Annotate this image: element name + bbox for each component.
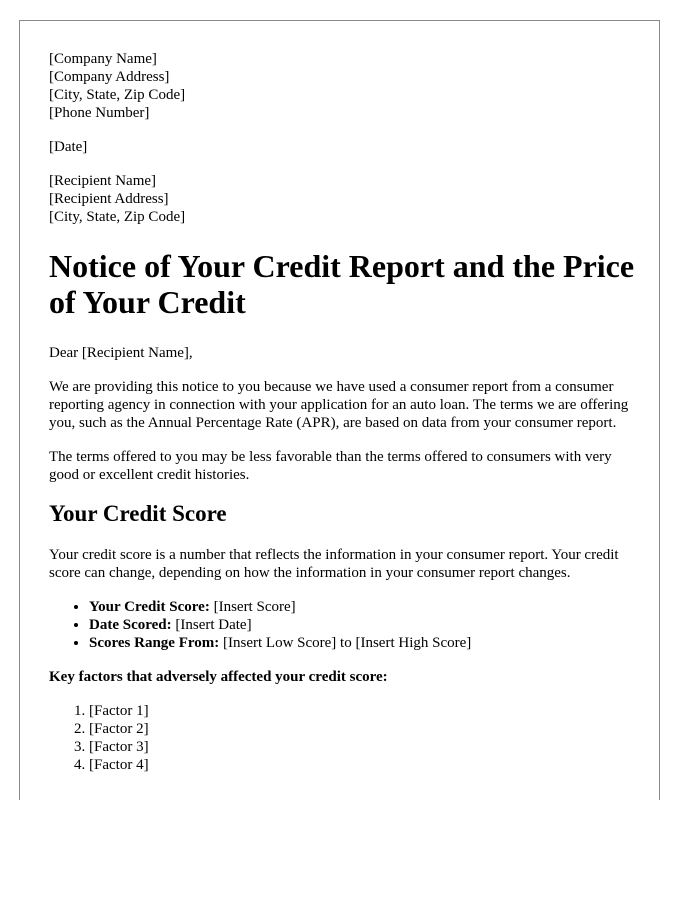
- section-heading-credit-score: Your Credit Score: [49, 501, 227, 526]
- letter-date: [Date]: [49, 139, 88, 155]
- list-item-score-range: [89, 634, 635, 652]
- recipient-name: [Recipient Name]: [49, 173, 157, 189]
- letter-content: [49, 50, 635, 790]
- list-item-date-scored: [89, 616, 635, 634]
- list-item-credit-score: [89, 598, 635, 616]
- letter-page: [19, 20, 660, 800]
- date-block: [49, 138, 635, 156]
- letter-title: Notice of Your Credit Report and the Price of Your Credit: [49, 248, 635, 320]
- detail-label: Date Scored:: [89, 617, 172, 633]
- list-item: 1. [Factor 1]: [89, 702, 635, 720]
- company-name: [Company Name]: [49, 51, 157, 67]
- list-item: 2. [Factor 2]: [89, 720, 635, 738]
- salutation: Dear [Recipient Name],: [49, 345, 193, 361]
- recipient-block: [49, 172, 635, 226]
- list-item: 3. [Factor 3]: [89, 738, 635, 756]
- detail-value: [Insert Low Score] to [Insert High Score]: [219, 635, 472, 651]
- detail-value: [Insert Score]: [209, 599, 296, 615]
- sender-block: [49, 50, 635, 122]
- detail-label: Your Credit Score:: [89, 599, 210, 615]
- list-item: 4. [Factor 4]: [89, 756, 635, 774]
- key-factors-list: [49, 702, 635, 774]
- company-city-state-zip: [City, State, Zip Code]: [49, 87, 186, 103]
- company-phone: [Phone Number]: [49, 105, 150, 121]
- detail-label: Scores Range From:: [89, 635, 220, 651]
- recipient-address: [Recipient Address]: [49, 191, 169, 207]
- credit-score-details-list: [49, 598, 635, 652]
- credit-score-intro: Your credit score is a number that reflects the information in your consumer report. Your credit score can change, depending on how the information in your consumer report changes.: [49, 547, 619, 581]
- recipient-city-state-zip: [City, State, Zip Code]: [49, 209, 186, 225]
- company-address: [Company Address]: [49, 69, 170, 85]
- paragraph-terms: The terms offered to you may be less favorable than the terms offered to consumers with very good or excellent credit histories.: [49, 449, 612, 483]
- detail-value: [Insert Date]: [171, 617, 252, 633]
- key-factors-heading: Key factors that adversely affected your credit score:: [49, 669, 388, 685]
- paragraph-notice: We are providing this notice to you because we have used a consumer report from a consumer reporting agency in connection with your application for an auto loan. The terms we are offering you, such as the Annual Percentage Rate (APR), are based on data from your consumer report.: [49, 379, 629, 431]
